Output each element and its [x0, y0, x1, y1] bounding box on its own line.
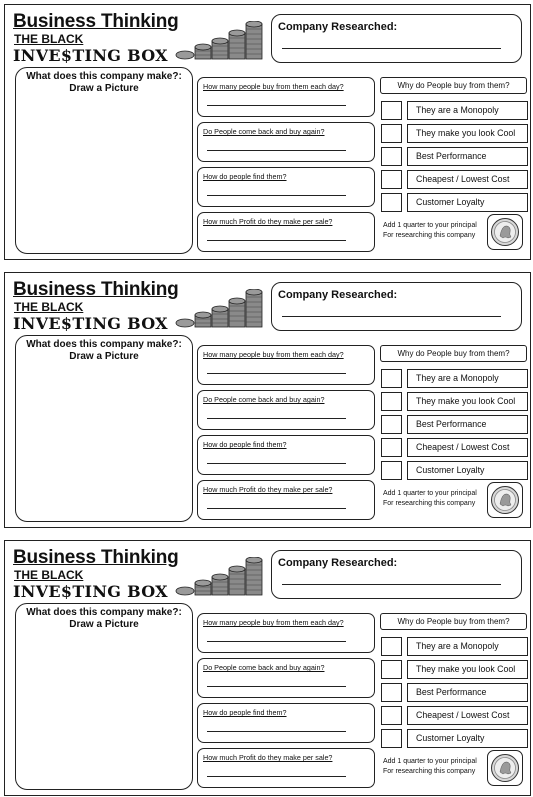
- option-checkbox[interactable]: [381, 193, 402, 212]
- answer-line: [207, 731, 346, 732]
- question-text: How do people find them?: [203, 172, 287, 181]
- company-researched-label: Company Researched:: [278, 557, 398, 569]
- draw-prompt: What does this company make?:: [26, 339, 182, 350]
- title-the-black: THE BLACK: [14, 568, 84, 582]
- option-look-cool: They make you look Cool: [407, 392, 528, 411]
- reward-line-2: For researching this company: [383, 500, 476, 507]
- answer-line: [207, 240, 346, 241]
- draw-a-picture-box[interactable]: [15, 67, 193, 254]
- question-text: How many people buy from them each day?: [203, 618, 344, 627]
- answer-line: [207, 195, 346, 196]
- title-investing-box: INVE$TING BOX: [13, 46, 168, 65]
- option-checkbox[interactable]: [381, 683, 402, 702]
- title-the-black: THE BLACK: [14, 300, 84, 314]
- reward-note: [383, 221, 477, 241]
- question-box[interactable]: [197, 435, 375, 475]
- option-customer-loyalty: Customer Loyalty: [407, 729, 528, 748]
- question-box[interactable]: [197, 212, 375, 252]
- option-lowest-cost: Cheapest / Lowest Cost: [407, 706, 528, 725]
- draw-prompt: What does this company make?:: [26, 71, 182, 82]
- company-write-line: [282, 584, 501, 585]
- question-box[interactable]: [197, 122, 375, 162]
- option-checkbox[interactable]: [381, 729, 402, 748]
- coin-stacks-icon: [175, 21, 265, 63]
- reward-line-2: For researching this company: [383, 768, 476, 775]
- option-lowest-cost: Cheapest / Lowest Cost: [407, 170, 528, 189]
- why-buy-heading: Why do People buy from them?: [380, 345, 527, 362]
- option-checkbox[interactable]: [381, 415, 402, 434]
- quarter-coin-box: [487, 214, 523, 250]
- reward-note: [383, 489, 477, 509]
- title-investing-box: INVE$TING BOX: [13, 314, 168, 333]
- coin-stacks-icon: [175, 289, 265, 331]
- question-box[interactable]: [197, 703, 375, 743]
- company-researched-box[interactable]: [271, 14, 522, 63]
- quarter-coin-box: [487, 750, 523, 786]
- title-investing-box: INVE$TING BOX: [13, 582, 168, 601]
- question-box[interactable]: [197, 658, 375, 698]
- option-best-performance: Best Performance: [407, 415, 528, 434]
- option-checkbox[interactable]: [381, 392, 402, 411]
- company-write-line: [282, 48, 501, 49]
- question-text: How do people find them?: [203, 708, 287, 717]
- question-text: How much Profit do they make per sale?: [203, 217, 333, 226]
- option-customer-loyalty: Customer Loyalty: [407, 193, 528, 212]
- draw-a-picture-box[interactable]: [15, 335, 193, 522]
- title-business-thinking: Business Thinking: [13, 547, 179, 568]
- question-text: How many people buy from them each day?: [203, 350, 344, 359]
- why-buy-heading: Why do People buy from them?: [380, 77, 527, 94]
- question-text: How do people find them?: [203, 440, 287, 449]
- question-box[interactable]: [197, 613, 375, 653]
- company-researched-box[interactable]: [271, 550, 522, 599]
- quarter-coin-icon: [490, 485, 520, 515]
- company-researched-label: Company Researched:: [278, 21, 398, 33]
- answer-line: [207, 776, 346, 777]
- option-checkbox[interactable]: [381, 124, 402, 143]
- investing-box-card: [4, 540, 531, 796]
- reward-line-1: Add 1 quarter to your principal: [383, 490, 477, 497]
- option-look-cool: They make you look Cool: [407, 124, 528, 143]
- question-text: Do People come back and buy again?: [203, 395, 325, 404]
- draw-instruction: Draw a Picture: [69, 83, 139, 94]
- quarter-coin-icon: [490, 753, 520, 783]
- question-text: How much Profit do they make per sale?: [203, 485, 333, 494]
- option-best-performance: Best Performance: [407, 147, 528, 166]
- question-text: Do People come back and buy again?: [203, 127, 325, 136]
- option-checkbox[interactable]: [381, 461, 402, 480]
- reward-note: [383, 757, 477, 777]
- question-box[interactable]: [197, 345, 375, 385]
- question-box[interactable]: [197, 77, 375, 117]
- answer-line: [207, 508, 346, 509]
- question-box[interactable]: [197, 480, 375, 520]
- answer-line: [207, 418, 346, 419]
- quarter-coin-icon: [490, 217, 520, 247]
- option-checkbox[interactable]: [381, 147, 402, 166]
- investing-box-card: [4, 272, 531, 528]
- draw-instruction: Draw a Picture: [69, 619, 139, 630]
- question-text: Do People come back and buy again?: [203, 663, 325, 672]
- answer-line: [207, 686, 346, 687]
- title-the-black: THE BLACK: [14, 32, 84, 46]
- answer-line: [207, 641, 346, 642]
- reward-line-2: For researching this company: [383, 232, 476, 239]
- option-monopoly: They are a Monopoly: [407, 637, 528, 656]
- answer-line: [207, 150, 346, 151]
- question-text: How many people buy from them each day?: [203, 82, 344, 91]
- title-business-thinking: Business Thinking: [13, 279, 179, 300]
- reward-line-1: Add 1 quarter to your principal: [383, 758, 477, 765]
- question-text: How much Profit do they make per sale?: [203, 753, 333, 762]
- option-best-performance: Best Performance: [407, 683, 528, 702]
- option-checkbox[interactable]: [381, 660, 402, 679]
- option-monopoly: They are a Monopoly: [407, 369, 528, 388]
- question-box[interactable]: [197, 167, 375, 207]
- draw-a-picture-box[interactable]: [15, 603, 193, 790]
- option-checkbox[interactable]: [381, 170, 402, 189]
- option-lowest-cost: Cheapest / Lowest Cost: [407, 438, 528, 457]
- investing-box-card: [4, 4, 531, 260]
- answer-line: [207, 105, 346, 106]
- option-look-cool: They make you look Cool: [407, 660, 528, 679]
- reward-line-1: Add 1 quarter to your principal: [383, 222, 477, 229]
- coin-stacks-icon: [175, 557, 265, 599]
- option-checkbox[interactable]: [381, 706, 402, 725]
- draw-instruction: Draw a Picture: [69, 351, 139, 362]
- option-monopoly: They are a Monopoly: [407, 101, 528, 120]
- draw-prompt: What does this company make?:: [26, 607, 182, 618]
- option-checkbox[interactable]: [381, 369, 402, 388]
- answer-line: [207, 463, 346, 464]
- company-researched-box[interactable]: [271, 282, 522, 331]
- answer-line: [207, 373, 346, 374]
- question-box[interactable]: [197, 390, 375, 430]
- title-business-thinking: Business Thinking: [13, 11, 179, 32]
- quarter-coin-box: [487, 482, 523, 518]
- company-researched-label: Company Researched:: [278, 289, 398, 301]
- question-box[interactable]: [197, 748, 375, 788]
- option-checkbox[interactable]: [381, 438, 402, 457]
- company-write-line: [282, 316, 501, 317]
- option-checkbox[interactable]: [381, 101, 402, 120]
- option-customer-loyalty: Customer Loyalty: [407, 461, 528, 480]
- option-checkbox[interactable]: [381, 637, 402, 656]
- why-buy-heading: Why do People buy from them?: [380, 613, 527, 630]
